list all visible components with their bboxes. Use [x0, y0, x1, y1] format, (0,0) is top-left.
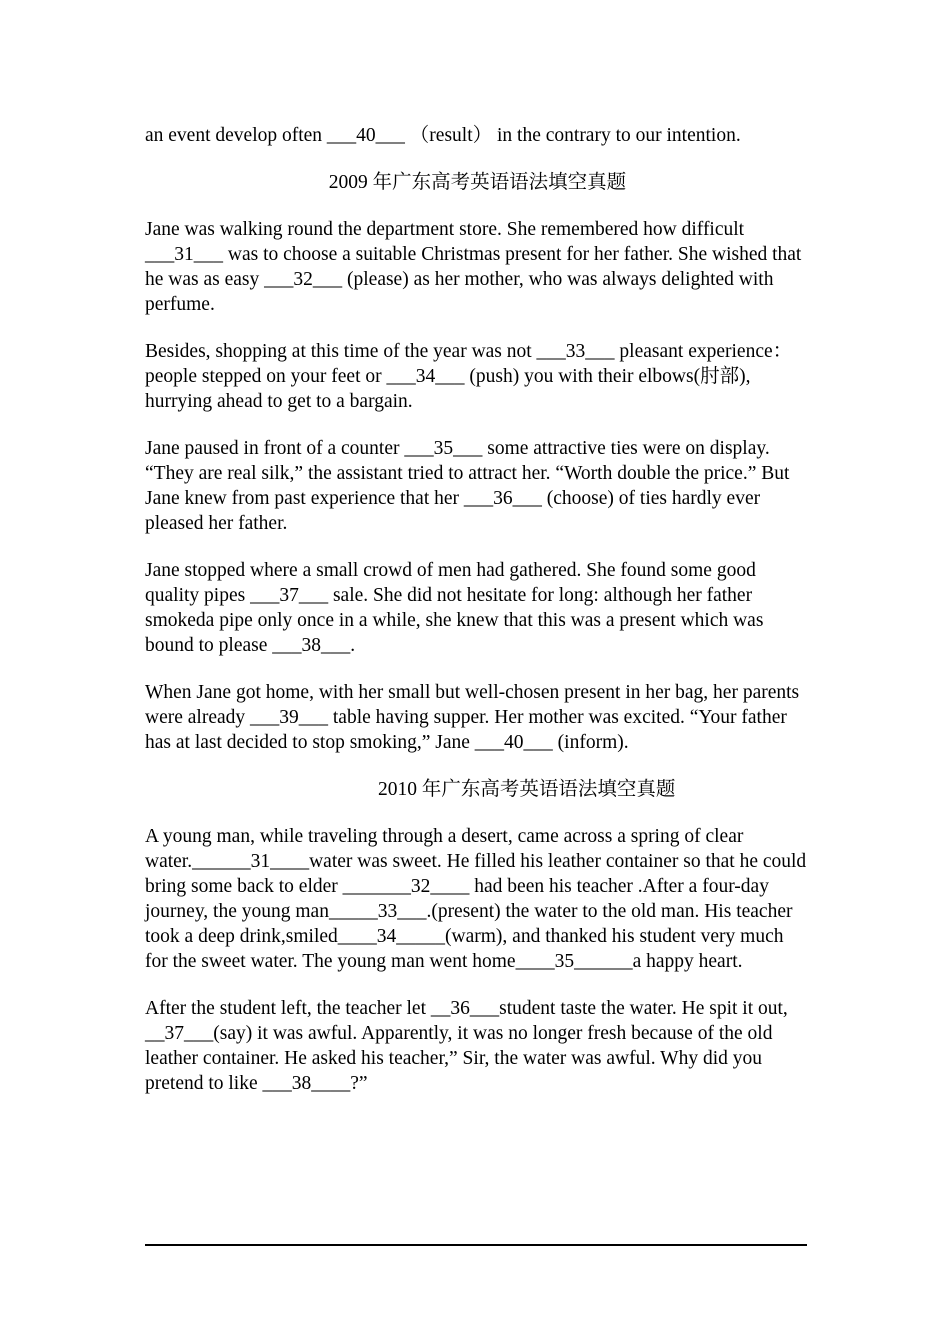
top-fragment-paragraph: an event develop often ___40___ （result） in the contrary to our intention. [145, 125, 741, 146]
paragraph-2009-4: Jane stopped where a small crowd of men had gathered. She found some good quality pipes ___37___ sale. She did not hesitate for long: although her father smokeda pipe only once in a while, she knew that this was a present which was bound to please ___38___. [145, 560, 764, 656]
section-heading-2009: 2009 年广东高考英语语法填空真题 [328, 172, 627, 193]
paragraph-2009-1: Jane was walking round the department store. She remembered how difficult ___31___ was to choose a suitable Christmas present for her father. She wished that he was as easy ___32___ (please) as her mother, who was always delighted with perfume. [145, 219, 802, 315]
paragraph-2010-2: After the student left, the teacher let __36___student taste the water. He spit it out, __37___(say) it was awful. Apparently, it was no longer fresh because of the old leather container. He asked his teacher,” Sir, the water was awful. Why did you pretend to like ___38____?” [145, 998, 788, 1094]
section-heading-2010: 2010 年广东高考英语语法填空真题 [378, 779, 676, 800]
paragraph-2009-2: Besides, shopping at this time of the year was not ___33___ pleasant experience：people stepped on your feet or ___34___ (push) you with their elbows(肘部), hurrying ahead to get to a bargain. [145, 341, 793, 412]
paragraph-2010-1: A young man, while traveling through a desert, came across a spring of clear water.______31____water was sweet. He filled his leather container so that he could bring some back to elder _______32____ had been his teacher .After a four-day journey, the young man_____33___.(present) the water to the old man. His teacher took a deep drink,smiled____34_____(warm), and thanked his student very much for the sweet water. The young man went home____35______a happy heart. [145, 826, 807, 972]
paragraph-2009-5: When Jane got home, with her small but well-chosen present in her bag, her parents were already ___39___ table having supper. Her mother was excited. “Your father has at last decided to stop smoking,” Jane ___40___ (inform). [145, 682, 800, 753]
paragraph-2009-3: Jane paused in front of a counter ___35___ some attractive ties were on display. “They are real silk,” the assistant tried to attract her. “Worth double the price.” But Jane knew from past experience that her ___36___ (choose) of ties hardly ever pleased her father. [145, 438, 790, 534]
document-body [145, 123, 810, 1118]
footer-rule [145, 1244, 807, 1246]
